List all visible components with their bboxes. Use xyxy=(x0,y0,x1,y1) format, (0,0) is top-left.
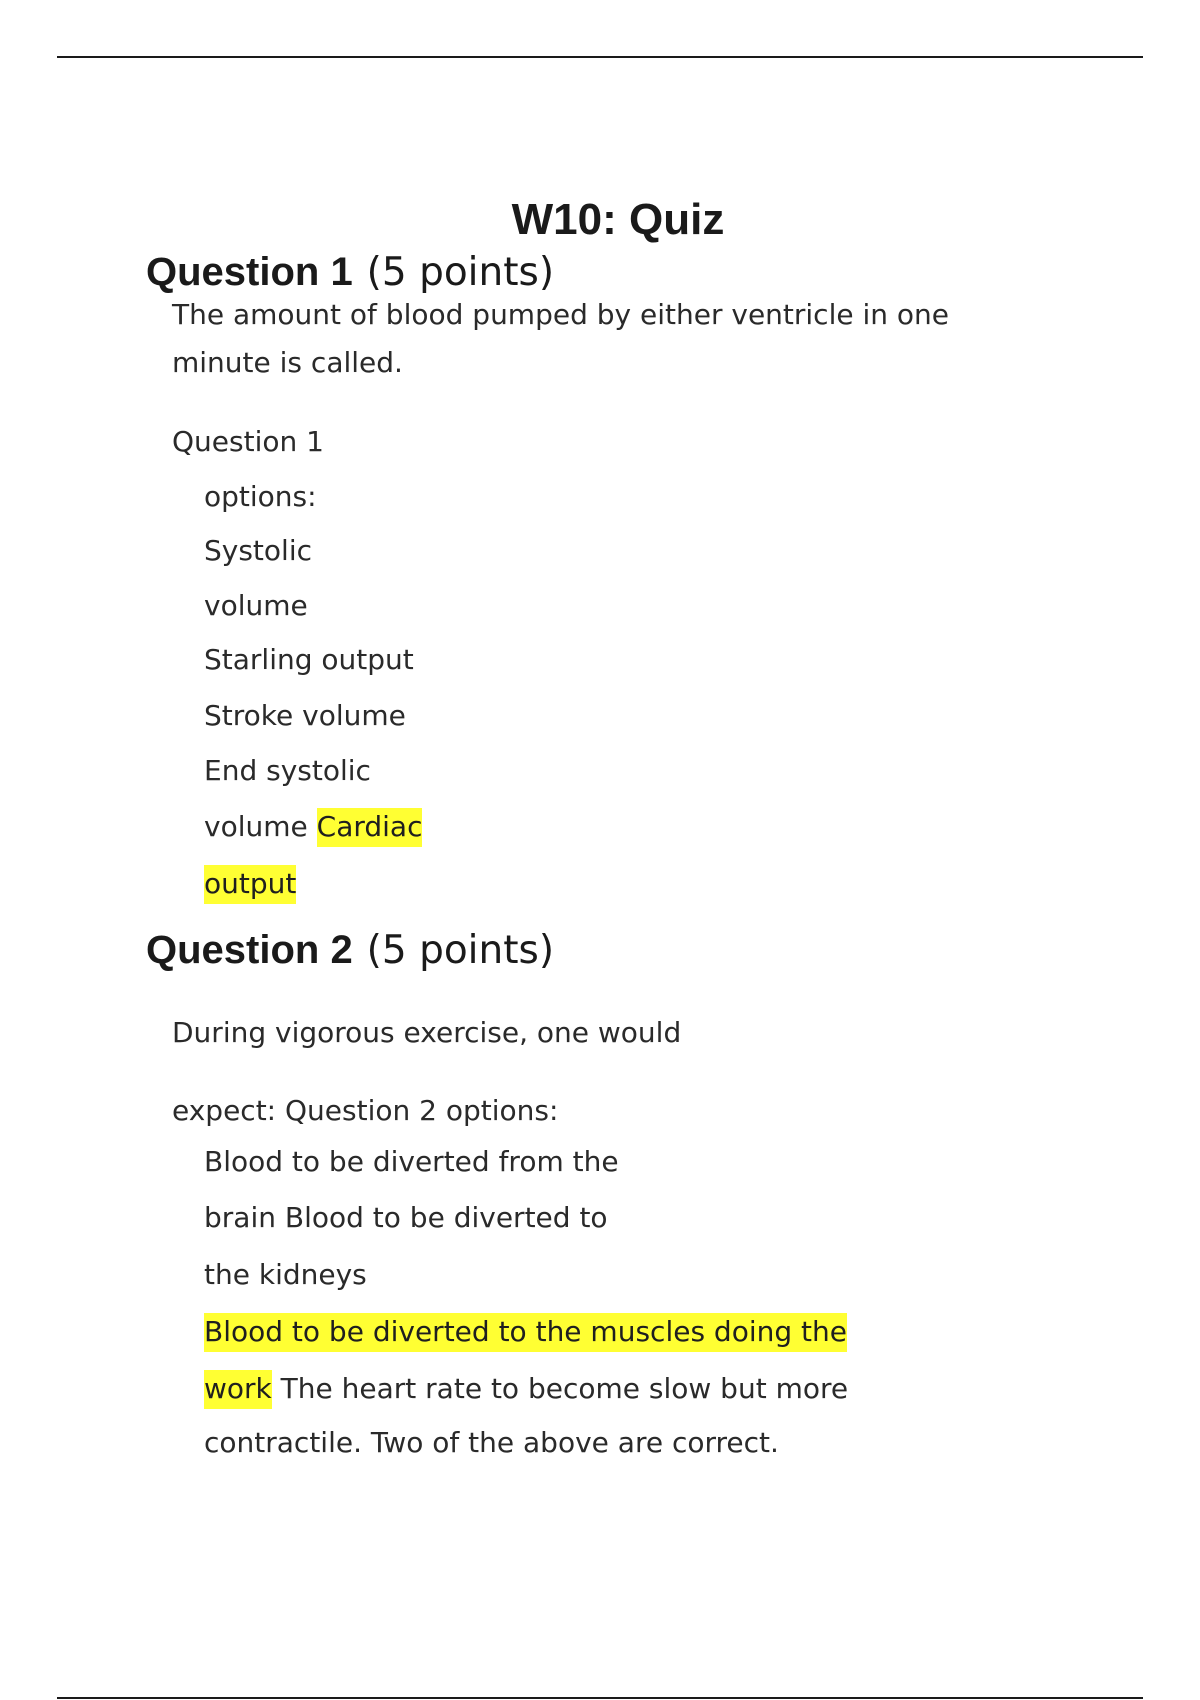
question-1-option-line: End systolic xyxy=(204,754,371,787)
question-1-option-text: volume xyxy=(204,810,308,843)
question-1-options-label: options: xyxy=(204,480,317,513)
question-2-option-line: Blood to be diverted from the xyxy=(204,1145,619,1178)
question-2-last-line: contractile. Two of the above are correct. xyxy=(204,1426,779,1459)
question-1-highlighted-answer: Cardiac xyxy=(317,808,423,847)
bottom-divider xyxy=(57,1697,1143,1699)
question-1-option-line: Systolic xyxy=(204,534,312,567)
question-1-highlighted-answer-continued: output xyxy=(204,865,296,904)
question-2-number: Question 2 xyxy=(146,928,353,972)
question-1-label: Question 1 xyxy=(172,425,324,458)
question-1-number: Question 1 xyxy=(146,250,353,294)
top-divider xyxy=(57,56,1143,58)
question-2-heading xyxy=(146,924,554,977)
question-2-highlighted-answer-continued: work xyxy=(204,1370,272,1409)
question-1-points: (5 points) xyxy=(366,250,555,295)
question-1-option-line: Starling output xyxy=(204,643,414,676)
question-2-option-line: brain Blood to be diverted to xyxy=(204,1201,608,1234)
question-1-option-line: Stroke volume xyxy=(204,699,406,732)
question-1-answer-line xyxy=(204,808,422,846)
question-2-highlighted-answer: Blood to be diverted to the muscles doing the xyxy=(204,1313,847,1352)
question-2-option-text: The heart rate to become slow but more xyxy=(280,1372,849,1405)
page-title: W10: Quiz xyxy=(511,195,725,244)
question-2-answer-line xyxy=(204,1313,847,1351)
question-2-prompt-continuation: expect: Question 2 options: xyxy=(172,1094,559,1127)
question-2-points: (5 points) xyxy=(366,928,555,973)
question-2-option-line: the kidneys xyxy=(204,1258,367,1291)
question-1-heading xyxy=(146,246,554,299)
question-1-prompt-line-1: The amount of blood pumped by either ventricle in one xyxy=(172,298,950,331)
question-1-option-line: volume xyxy=(204,589,308,622)
question-2-answer-line-2 xyxy=(204,1370,848,1408)
question-1-prompt-line-2: minute is called. xyxy=(172,346,403,379)
question-1-answer-line-2 xyxy=(204,865,296,903)
question-2-prompt: During vigorous exercise, one would xyxy=(172,1016,682,1049)
